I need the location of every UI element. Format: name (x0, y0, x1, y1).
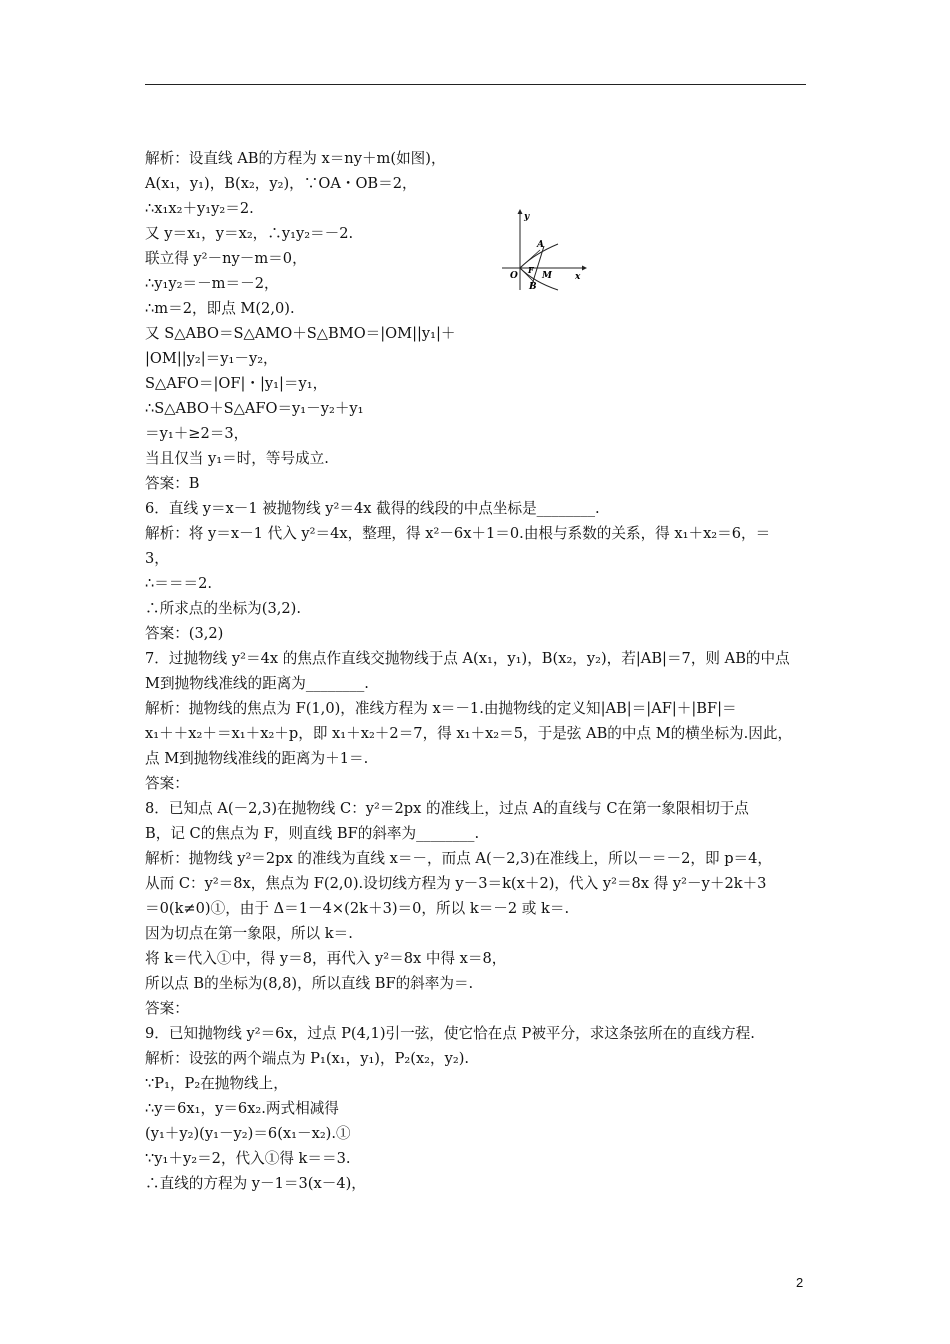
label-x: x (575, 272, 581, 282)
text-line: ＝y₁＋≥2＝3， (145, 425, 249, 442)
text-line: 从而 C：y²＝8x，焦点为 F(2,0).设切线方程为 y－3＝k(x＋2)，代入 y²＝8x 得 y²－y＋2k＋3 (145, 875, 767, 892)
label-m: M (542, 271, 552, 281)
label-f: F (528, 265, 534, 275)
text-line: ∴S△ABO＋S△AFO＝y₁－y₂＋y₁ (145, 400, 364, 417)
text-line: ∴m＝2，即点 M(2,0). (145, 300, 295, 317)
text-line: 3， (145, 550, 169, 567)
text-line: (y₁＋y₂)(y₁－y₂)＝6(x₁－x₂).① (145, 1125, 351, 1142)
x-axis-arrow (582, 266, 587, 271)
text-line: 7．过抛物线 y²＝4x 的焦点作直线交抛物线于点 A(x₁，y₁)，B(x₂，y₂)，若|AB|＝7，则 AB的中点 (145, 650, 790, 667)
label-y: y (524, 212, 530, 222)
text-line: ∴y₁y₂＝－m＝－2， (145, 275, 279, 292)
text-line: 又 y＝x₁，y＝x₂，∴y₁y₂＝－2. (145, 225, 354, 242)
text-line: ∵P₁，P₂在抛物线上， (145, 1075, 288, 1092)
text-line: ∵y₁＋y₂＝2，代入①得 k＝＝3. (145, 1150, 351, 1167)
text-line: 6．直线 y＝x－1 被抛物线 y²＝4x 截得的线段的中点坐标是________. (145, 500, 600, 517)
text-line: B，记 C的焦点为 F，则直线 BF的斜率为________. (145, 825, 480, 842)
text-line: 答案：B (145, 475, 200, 492)
text-line: ∴x₁x₂＋y₁y₂＝2. (145, 200, 254, 217)
text-line: 解析：设直线 AB的方程为 x＝ny＋m(如图)， (145, 150, 446, 167)
text-line: M到抛物线准线的距离为________. (145, 675, 369, 692)
text-line: A(x₁，y₁)，B(x₂，y₂)，∵OA・OB＝2， (145, 175, 417, 192)
text-line: 解析：将 y＝x－1 代入 y²＝4x，整理，得 x²－6x＋1＝0.由根与系数的关系，得 x₁＋x₂＝6，＝ (145, 525, 771, 542)
y-axis-arrow (518, 209, 523, 214)
text-line: ＝0(k≠0)①，由于 Δ＝1－4×(2k＋3)＝0，所以 k＝－2 或 k＝. (145, 900, 570, 917)
text-line: 解析：设弦的两个端点为 P₁(x₁，y₁)，P₂(x₂，y₂). (145, 1050, 470, 1067)
text-line: 所以点 B的坐标为(8,8)，所以直线 BF的斜率为＝. (145, 975, 474, 992)
label-o: O (510, 271, 518, 281)
text-line: 又 S△ABO＝S△AMO＋S△BMO＝|OM||y₁|＋ (145, 325, 456, 342)
text-line: 答案： (145, 1000, 189, 1017)
header-rule (145, 84, 806, 85)
label-a: A (537, 240, 544, 250)
parabola-figure (498, 208, 588, 292)
text-line: |OM||y₂|＝y₁－y₂， (145, 350, 278, 367)
text-line: 答案：(3,2) (145, 625, 224, 642)
text-line: S△AFO＝|OF|・|y₁|＝y₁， (145, 375, 328, 392)
text-line: 解析：抛物线的焦点为 F(1,0)，准线方程为 x＝－1.由抛物线的定义知|AB|＝|AF|＋|BF|＝ (145, 700, 737, 717)
text-line: 当且仅当 y₁＝时，等号成立. (145, 450, 329, 467)
text-line: 点 M到抛物线准线的距离为＋1＝. (145, 750, 369, 767)
text-line: 因为切点在第一象限，所以 k＝. (145, 925, 353, 942)
text-line: x₁＋＋x₂＋＝x₁＋x₂＋p，即 x₁＋x₂＋2＝7，得 x₁＋x₂＝5，于是弦 AB的中点 M的横坐标为.因此， (145, 725, 793, 742)
page-number: 2 (796, 1275, 804, 1290)
label-b: B (529, 282, 537, 292)
text-line: ∴＝＝＝2. (145, 575, 212, 592)
text-line: 解析：抛物线 y²＝2px 的准线为直线 x＝－，而点 A(－2,3)在准线上，所以－＝－2，即 p＝4， (145, 850, 773, 867)
text-line: ∴y＝6x₁，y＝6x₂.两式相减得 (145, 1100, 339, 1117)
text-line: 8．已知点 A(－2,3)在抛物线 C：y²＝2px 的准线上，过点 A的直线与 C在第一象限相切于点 (145, 800, 749, 817)
text-line: 将 k＝代入①中，得 y＝8，再代入 y²＝8x 中得 x＝8， (145, 950, 507, 967)
text-line: ∴所求点的坐标为(3,2). (145, 600, 301, 617)
text-line: 9．已知抛物线 y²＝6x，过点 P(4,1)引一弦，使它恰在点 P被平分，求这条弦所在的直线方程. (145, 1025, 755, 1042)
text-line: ∴直线的方程为 y－1＝3(x－4)， (145, 1175, 366, 1192)
text-line: 答案： (145, 775, 189, 792)
text-line: 联立得 y²－ny－m＝0， (145, 250, 307, 267)
